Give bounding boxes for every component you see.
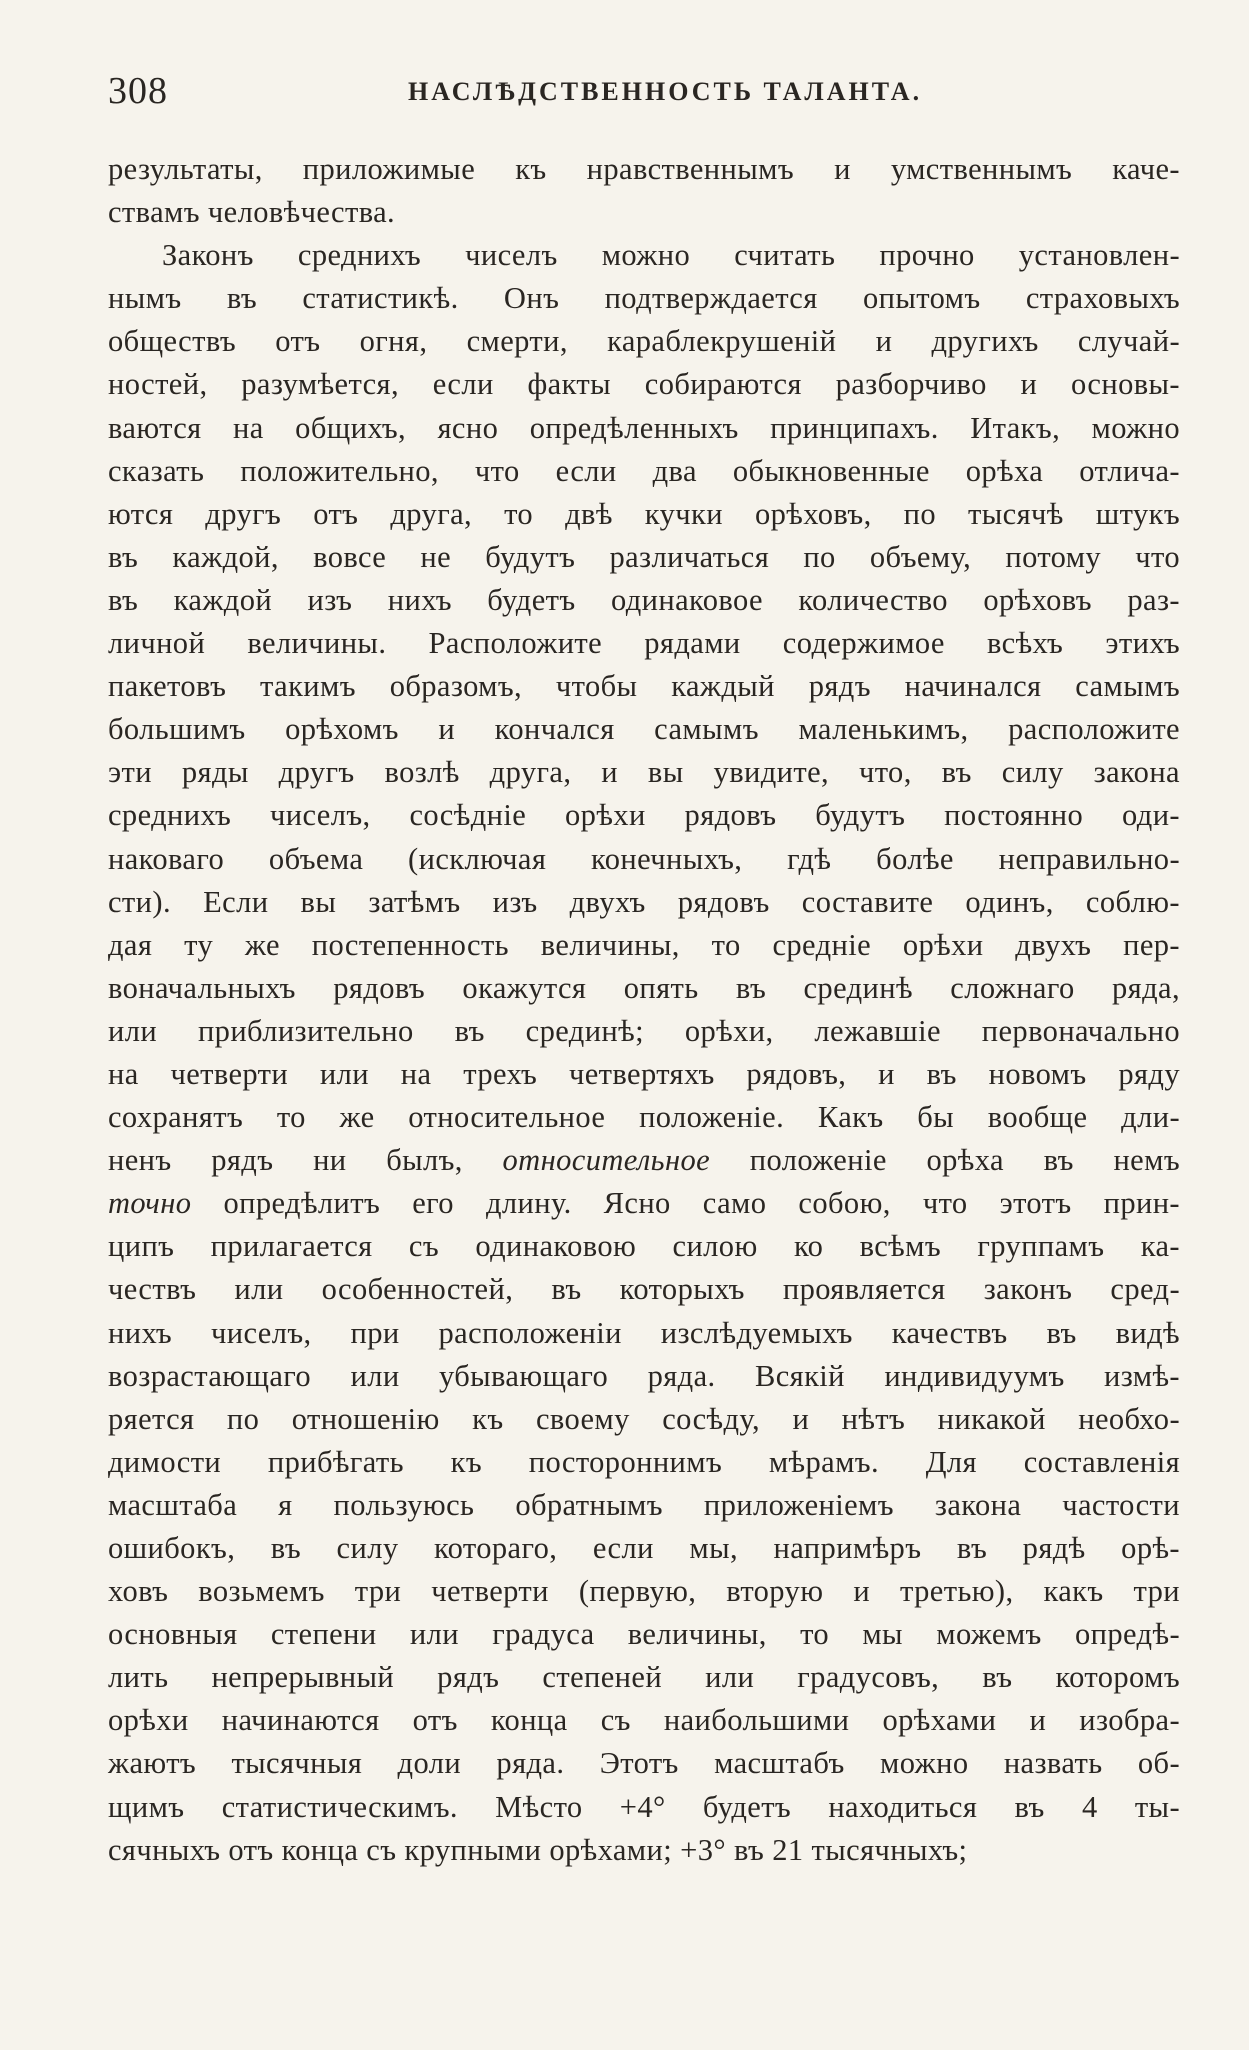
text-line: Законъ среднихъ чиселъ можно считать прочно установлен- [162, 238, 1180, 273]
text-line: сохранятъ то же относительное положеніе. Какъ бы вообще дли- [108, 1100, 1180, 1135]
text-line: результаты, приложимые къ нравственнымъ и умственнымъ каче- [108, 152, 1180, 186]
text-segment: положеніе орѣха въ немъ [710, 1143, 1180, 1178]
text-line: ствамъ человѣчества. [108, 195, 396, 230]
text-line: сти). Если вы затѣмъ изъ двухъ рядовъ составите одинъ, соблю- [108, 884, 1180, 919]
text-line: въ каждой изъ нихъ будетъ одинаковое количество орѣховъ раз- [108, 582, 1180, 617]
text-line: щимъ статистическимъ. Мѣсто +4° будетъ находиться въ 4 ты- [108, 1789, 1180, 1824]
text-line: возрастающаго или убывающаго ряда. Всякій индивидуумъ измѣ- [108, 1358, 1180, 1393]
text-segment: ненъ рядъ ни былъ, [108, 1143, 503, 1178]
text-line: основныя степени или градуса величины, то мы можемъ опредѣ- [108, 1617, 1180, 1652]
running-title: НАСЛѢДСТВЕННОСТЬ ТАЛАНТА. [408, 77, 923, 106]
text-line: масштаба я пользуюсь обратнымъ приложеніемъ закона частости [108, 1487, 1180, 1522]
text-line: лить непрерывный рядъ степеней или градусовъ, въ которомъ [108, 1660, 1180, 1695]
text-line: чествъ или особенностей, въ которыхъ проявляется законъ сред- [108, 1272, 1180, 1307]
body-text [108, 148, 1180, 1872]
text-line: ховъ возьмемъ три четверти (первую, вторую и третью), какъ три [108, 1574, 1180, 1609]
page-header [108, 66, 1178, 116]
text-line: въ каждой, вовсе не будутъ различаться по объему, потому что [108, 539, 1180, 574]
text-segment: опредѣлитъ его длину. Ясно само собою, что этотъ прин- [191, 1186, 1180, 1221]
text-line: сказать положительно, что если два обыкновенные орѣха отлича- [108, 453, 1180, 488]
text-line: большимъ орѣхомъ и кончался самымъ маленькимъ, расположите [108, 712, 1180, 747]
text-line: орѣхи начинаются отъ конца съ наибольшими орѣхами и изобра- [108, 1703, 1180, 1738]
italic-emphasis: точно [108, 1186, 192, 1221]
text-line: воначальныхъ рядовъ окажутся опять въ срединѣ сложнаго ряда, [108, 970, 1180, 1005]
text-line: димости прибѣгать къ постороннимъ мѣрамъ. Для составленія [108, 1444, 1180, 1479]
text-line: дая ту же постепенность величины, то средніе орѣхи двухъ пер- [108, 927, 1180, 962]
text-line: личной величины. Расположите рядами содержимое всѣхъ этихъ [108, 626, 1180, 661]
text-line [108, 1139, 1180, 1182]
text-line: наковаго объема (исключая конечныхъ, гдѣ болѣе неправильно- [108, 841, 1180, 876]
text-line: ются другъ отъ друга, то двѣ кучки орѣховъ, по тысячѣ штукъ [108, 496, 1180, 531]
text-line: ваются на общихъ, ясно опредѣленныхъ принципахъ. Итакъ, можно [108, 410, 1180, 445]
text-line: ряется по отношенію къ своему сосѣду, и нѣтъ никакой необхо- [108, 1401, 1180, 1436]
text-line: ностей, разумѣется, если факты собираются разборчиво и основы- [108, 367, 1180, 402]
text-line: нымъ въ статистикѣ. Онъ подтверждается опытомъ страховыхъ [108, 281, 1180, 316]
text-line: эти ряды другъ возлѣ друга, и вы увидите, что, въ силу закона [108, 755, 1180, 790]
text-line: на четверти или на трехъ четвертяхъ рядовъ, и въ новомъ ряду [108, 1056, 1180, 1091]
text-line: жаютъ тысячныя доли ряда. Этотъ масштабъ можно назвать об- [108, 1746, 1180, 1781]
text-line: обществъ отъ огня, смерти, караблекрушеній и другихъ случай- [108, 324, 1180, 359]
text-line: или приблизительно въ срединѣ; орѣхи, лежавшіе первоначально [108, 1013, 1180, 1048]
text-line: пакетовъ такимъ образомъ, чтобы каждый рядъ начинался самымъ [108, 669, 1180, 704]
italic-emphasis: относительное [502, 1143, 711, 1178]
text-line: ошибокъ, въ силу котораго, если мы, напримѣръ въ рядѣ орѣ- [108, 1531, 1180, 1565]
page-number: 308 [108, 70, 168, 112]
text-line [108, 1182, 1180, 1225]
text-line: сячныхъ отъ конца съ крупными орѣхами; +3° въ 21 тысячныхъ; [108, 1832, 968, 1867]
text-line: нихъ чиселъ, при расположеніи изслѣдуемыхъ качествъ въ видѣ [108, 1315, 1180, 1350]
text-line: ципъ прилагается съ одинаковою силою ко всѣмъ группамъ ка- [108, 1229, 1180, 1264]
text-line: среднихъ чиселъ, сосѣдніе орѣхи рядовъ будутъ постоянно оди- [108, 798, 1180, 833]
